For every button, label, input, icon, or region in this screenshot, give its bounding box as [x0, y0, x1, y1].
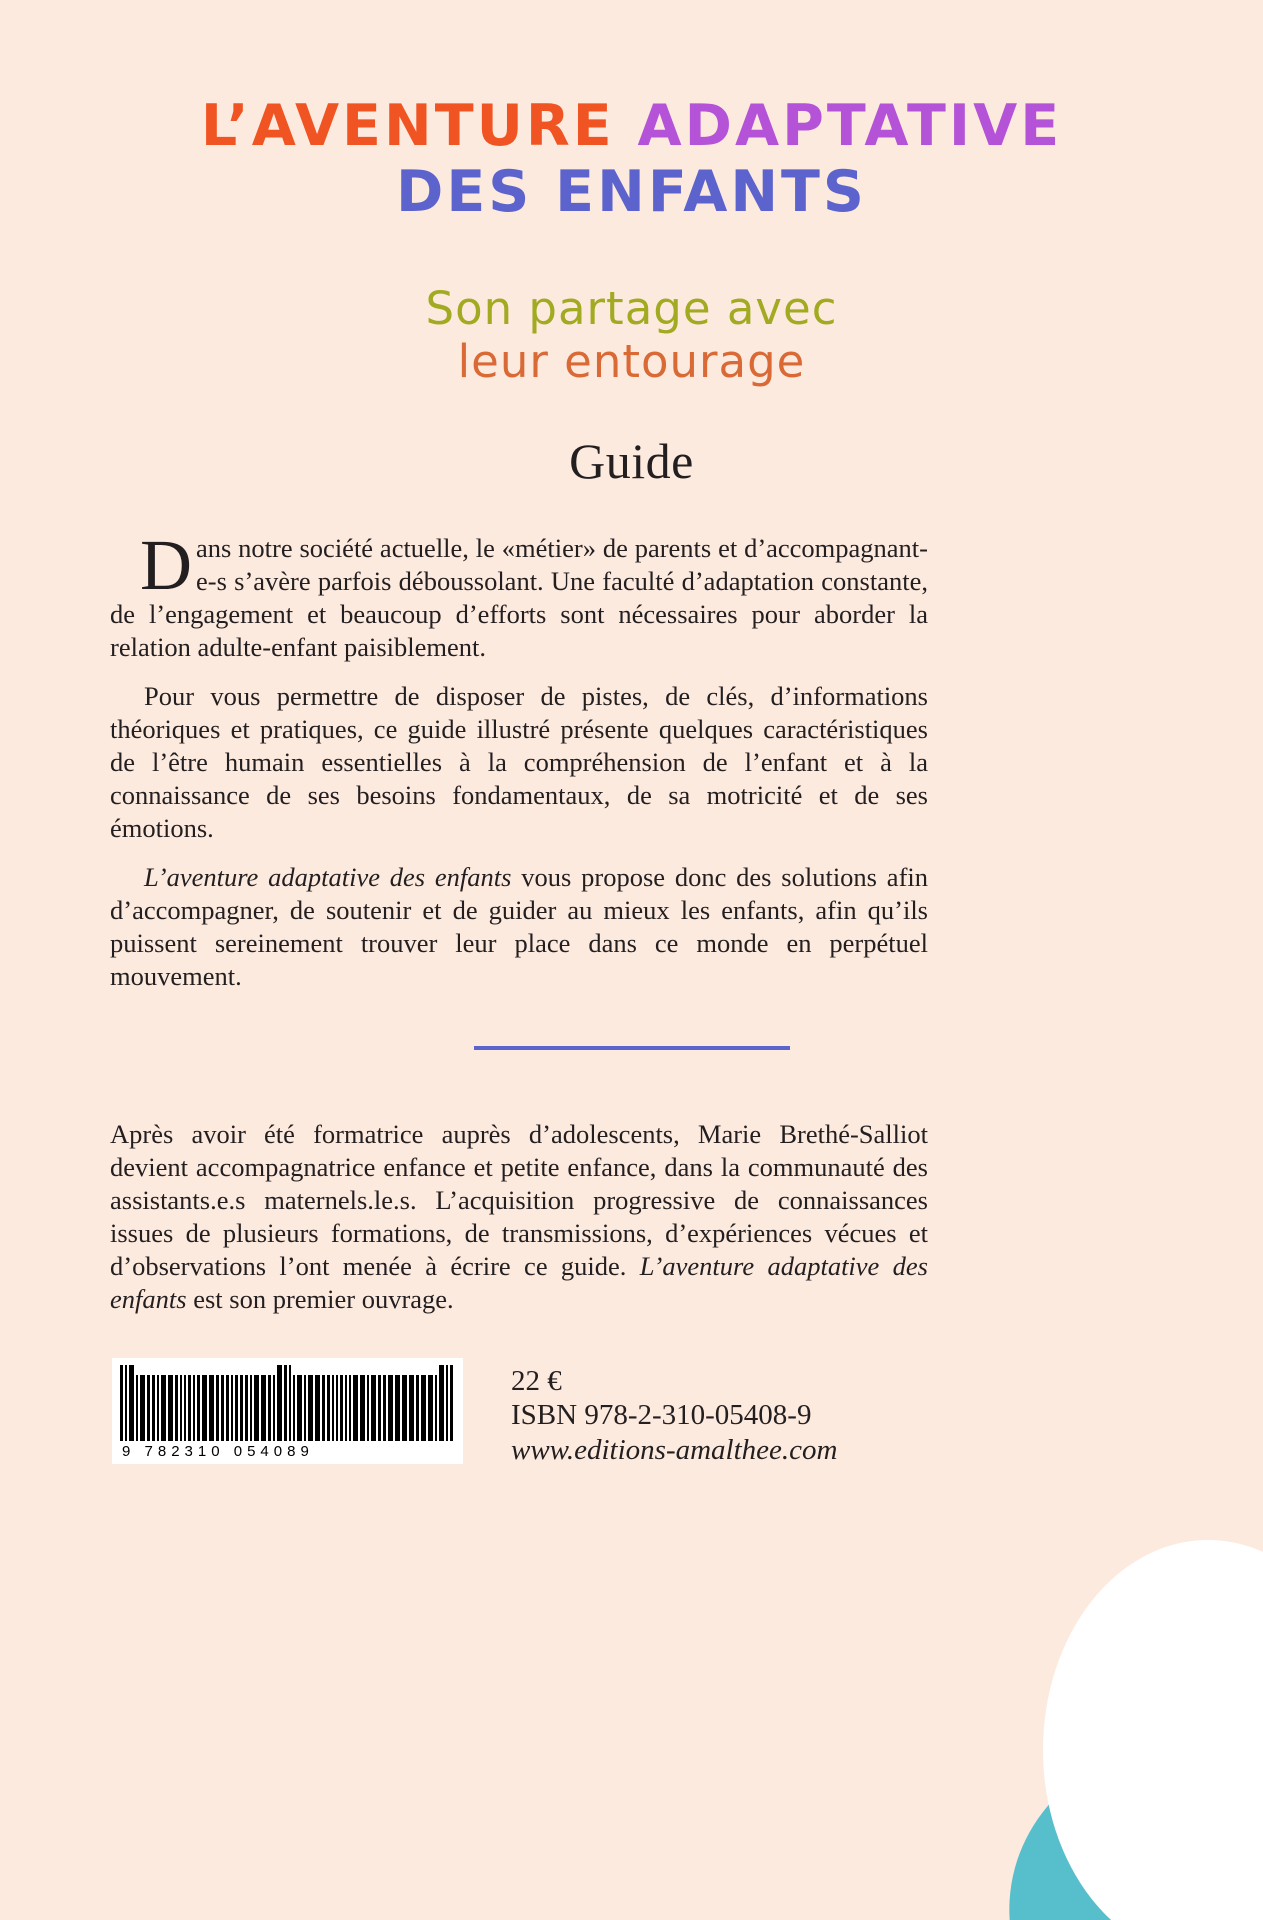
book-title [0, 93, 1263, 225]
blurb-text [110, 525, 929, 1009]
guide-heading: Guide [569, 433, 694, 489]
subtitle-line-2: leur entourage [457, 335, 806, 389]
author-bio-paragraph [110, 1118, 928, 1316]
blurb-paragraph-3 [110, 861, 928, 993]
teal-curve-shape [988, 1730, 1263, 1920]
drop-cap: D [140, 525, 192, 605]
title-part-adaptative: ADAPTATIVE [637, 93, 1063, 159]
divider-rule [474, 1046, 790, 1050]
barcode-digits: 9 782310 054089 [122, 1443, 314, 1460]
isbn-block [511, 1358, 837, 1468]
barcode-bars [120, 1365, 455, 1441]
price-label: 22 € [511, 1365, 562, 1397]
subtitle-line-1: Son partage avec [425, 282, 838, 335]
barcode [112, 1358, 463, 1464]
title-line-1 [0, 93, 1263, 159]
blurb-paragraph-3-text: vous propose donc des solutions afin d’accompagner, de soutenir et de guider au mieux les enfants, afin qu’ils puissent sereinement trouver leur place dans ce monde en perpétuel mouvement. [110, 862, 929, 991]
author-bio-part-1: Après avoir été formatrice auprès d’adolescents, Marie Brethé-Salliot devient accompagnatrice enfance et petite enfance, dans la communauté des assistants.e.s maternels.le.s. L’acquisition progressive de connaissances issues de plusieurs formations, de transmissions, d’expériences vécues et d’observations l’ont menée à écrire ce guide. [110, 1119, 928, 1281]
blurb-paragraph-2: Pour vous permettre de disposer de pistes, de clés, d’informations théoriques et pratiques, ce guide illustré présente quelques caractéristiques de l’être humain essentielles à la compréhension de l’enfant et à la connaissance de ses besoins fondamentaux, de sa motricité et de ses émotions. [110, 681, 928, 843]
cover-footer [112, 1358, 837, 1468]
corner-decoration [943, 1560, 1263, 1920]
title-line-2: DES ENFANTS [396, 158, 867, 225]
blurb-paragraph-1 [110, 525, 928, 664]
author-bio-part-2: est son premier ouvrage. [186, 1284, 454, 1314]
section-divider [0, 1046, 1263, 1050]
blurb-book-title-italic: L’aventure adaptative des enfants [144, 862, 512, 892]
isbn-label: ISBN 978-2-310-05408-9 [511, 1399, 812, 1431]
book-subtitle [0, 282, 1263, 388]
blurb-paragraph-1-text: ans notre société actuelle, le «métier» de parents et d’accompagnant-e-s s’avère parfois déboussolant. Une faculté d’adaptation constante, de l’engagement et beaucoup d’efforts sont nécessaires pour aborder la relation adulte-enfant paisiblement. [110, 533, 928, 662]
author-bio-book-title-italic: L’aventure adaptative des enfants [110, 1251, 928, 1314]
author-bio [110, 1118, 928, 1316]
publisher-website[interactable]: www.editions-amalthee.com [511, 1434, 838, 1466]
title-part-aventure: L’AVENTURE [200, 93, 638, 159]
white-circle-shape [1043, 1540, 1263, 1920]
